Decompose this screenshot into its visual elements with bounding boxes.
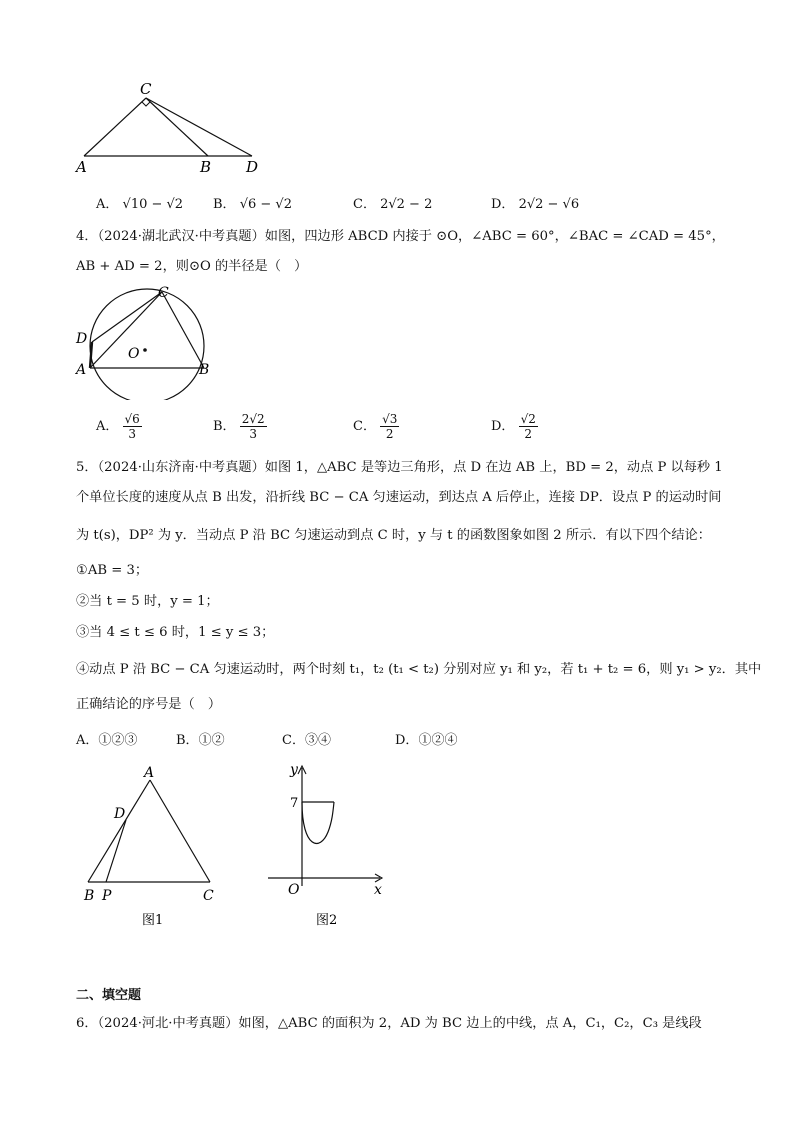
option-text: ①② bbox=[198, 733, 225, 748]
q5-figure2-graph bbox=[262, 760, 392, 932]
q4-text-line1: 4．（2024·湖北武汉·中考真题）如图，四边形 ABCD 内接于 ⊙O，∠ABC = 60°，∠BAC = ∠CAD = 45°， bbox=[76, 229, 725, 244]
option-expr: 2√2 − √6 bbox=[518, 197, 580, 212]
q3-option-d[interactable] bbox=[491, 193, 579, 212]
q5-question-prompt: 正确结论的序号是（ ） bbox=[76, 697, 222, 712]
q4-circle-figure bbox=[72, 282, 222, 400]
q5-text-line3: 为 t(s)，DP² 为 y．当动点 P 沿 BC 匀速运动到点 C 时，y 与 t 的函数图象如图 2 所示．有以下四个结论： bbox=[76, 528, 711, 543]
q5-option-d[interactable] bbox=[395, 729, 457, 748]
q4-option-d[interactable] bbox=[491, 412, 538, 441]
fraction: $\frac{2√2}{3}$ bbox=[241, 412, 265, 441]
label-d: D bbox=[114, 806, 126, 822]
q4-option-c[interactable] bbox=[353, 412, 399, 441]
option-key: A． bbox=[76, 733, 99, 748]
label-c: C bbox=[203, 888, 214, 904]
q5-option-a[interactable] bbox=[76, 729, 137, 748]
q5-conclusion-2: ②当 t = 5 时，y = 1； bbox=[76, 594, 219, 609]
label-o: O bbox=[128, 346, 140, 362]
label-d: D bbox=[76, 331, 88, 347]
label-b: B bbox=[199, 362, 210, 378]
figure1-caption: 图1 bbox=[142, 913, 164, 928]
label-b: B bbox=[84, 888, 95, 904]
label-b: B bbox=[200, 158, 212, 176]
option-key: D． bbox=[491, 197, 515, 212]
fraction: $\frac{√3}{2}$ bbox=[382, 412, 398, 441]
label-c: C bbox=[140, 80, 152, 98]
q5-option-c[interactable] bbox=[282, 729, 331, 748]
label-a: A bbox=[144, 765, 155, 781]
q3-option-a[interactable] bbox=[96, 193, 183, 212]
figure2-caption: 图2 bbox=[316, 913, 338, 928]
q6-text-line1: 6．（2024·河北·中考真题）如图，△ABC 的面积为 2，AD 为 BC 边上的中线，点 A，C₁，C₂，C₃ 是线段 bbox=[76, 1016, 702, 1031]
option-key: A． bbox=[96, 419, 119, 434]
option-key: C． bbox=[353, 419, 376, 434]
option-expr: √6 − √2 bbox=[239, 197, 292, 212]
option-expr: 2√2 − 2 bbox=[380, 197, 433, 212]
label-c: C bbox=[158, 285, 169, 301]
tick-label-7: 7 bbox=[290, 796, 299, 811]
option-key: A． bbox=[96, 197, 119, 212]
q5-conclusion-1: ①AB = 3； bbox=[76, 563, 149, 578]
option-key: B． bbox=[213, 197, 236, 212]
option-key: D． bbox=[395, 733, 419, 748]
option-key: C． bbox=[353, 197, 376, 212]
option-key: C． bbox=[282, 733, 305, 748]
q5-text-line1: 5．（2024·山东济南·中考真题）如图 1，△ABC 是等边三角形，点 D 在边 AB 上，BD = 2，动点 P 以每秒 1 bbox=[76, 460, 723, 475]
option-text: ①②③ bbox=[98, 733, 138, 748]
q5-option-b[interactable] bbox=[176, 729, 225, 748]
fraction: $\frac{√6}{3}$ bbox=[124, 412, 140, 441]
q5-figure1-triangle bbox=[78, 760, 238, 932]
label-d: D bbox=[246, 158, 259, 176]
q4-option-b[interactable] bbox=[213, 412, 267, 441]
axis-label-y: y bbox=[290, 762, 298, 778]
option-key: D． bbox=[491, 419, 515, 434]
option-text: ①②④ bbox=[418, 733, 458, 748]
label-p: P bbox=[102, 888, 112, 904]
q5-text-line2: 个单位长度的速度从点 B 出发，沿折线 BC − CA 匀速运动，到达点 A 后停止，连接 DP．设点 P 的运动时间 bbox=[76, 490, 722, 505]
label-a: A bbox=[76, 362, 87, 378]
option-key: B． bbox=[176, 733, 199, 748]
q4-option-a[interactable] bbox=[96, 412, 142, 441]
section-title: 二、填空题 bbox=[76, 988, 142, 1003]
q5-conclusion-4: ④动点 P 沿 BC − CA 匀速运动时，两个时刻 t₁，t₂ (t₁ < t₂) 分别对应 y₁ 和 y₂，若 t₁ + t₂ = 6，则 y₁ > y₂．其中 bbox=[76, 662, 762, 677]
axis-label-x: x bbox=[374, 882, 382, 898]
origin-label: O bbox=[288, 882, 300, 898]
label-a: A bbox=[76, 158, 87, 176]
option-key: B． bbox=[213, 419, 236, 434]
q3-option-c[interactable] bbox=[353, 193, 432, 212]
q5-conclusion-3: ③当 4 ≤ t ≤ 6 时，1 ≤ y ≤ 3； bbox=[76, 625, 275, 640]
option-text: ③④ bbox=[304, 733, 331, 748]
fraction: $\frac{√2}{2}$ bbox=[520, 412, 536, 441]
q4-text-line2: AB + AD = 2，则⊙O 的半径是（ ） bbox=[76, 259, 308, 274]
option-expr: √10 − √2 bbox=[122, 197, 184, 212]
q3-triangle-figure bbox=[70, 78, 270, 176]
q3-option-b[interactable] bbox=[213, 193, 292, 212]
